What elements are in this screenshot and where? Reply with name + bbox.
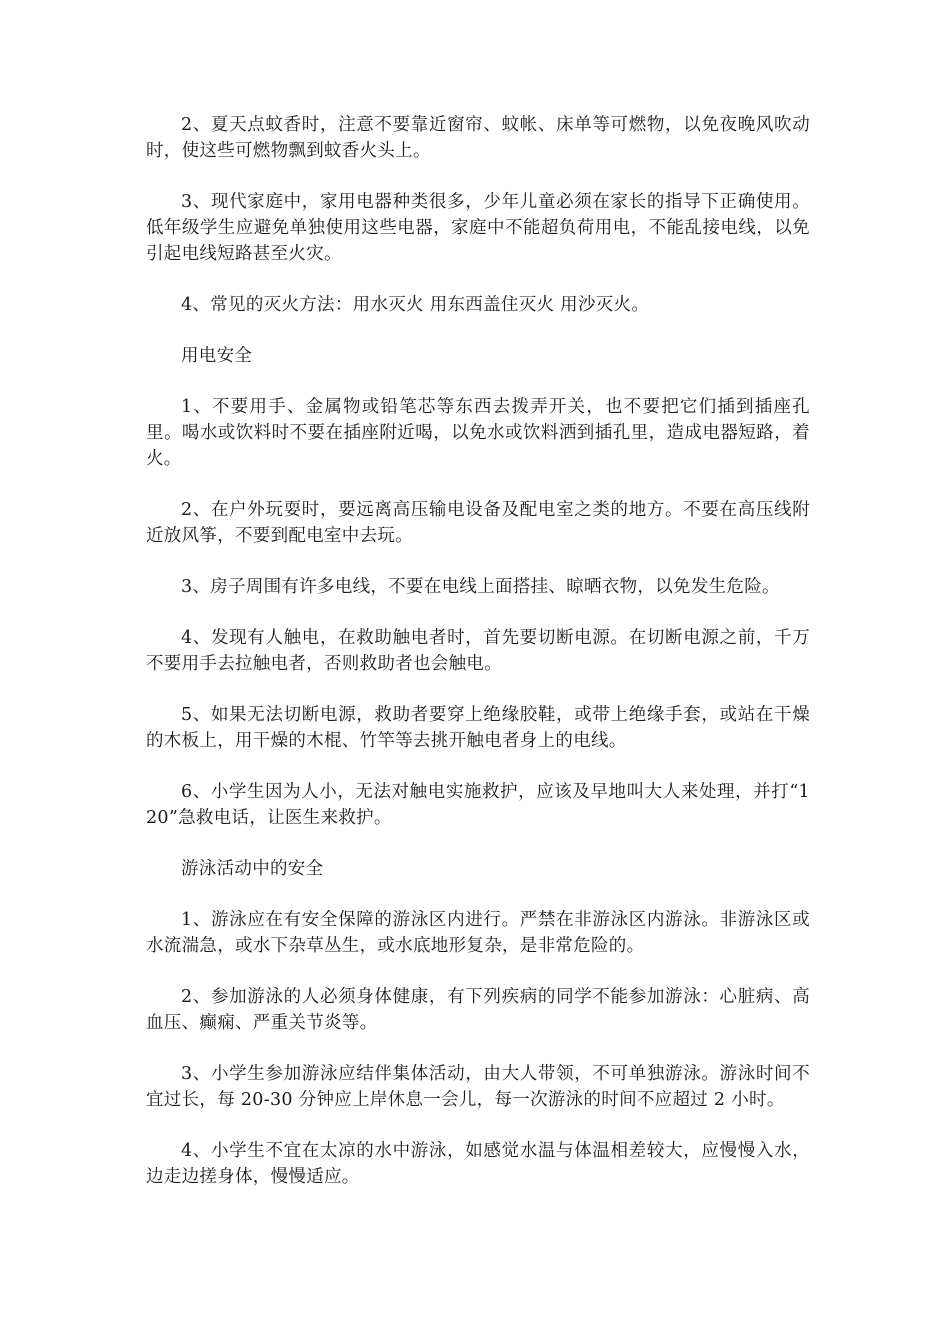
- section-heading-swimming-safety: 游泳活动中的安全: [181, 859, 324, 879]
- paragraph-electrical-1: 1、不要用手、金属物或铅笔芯等东西去拨弄开关，也不要把它们插到插座孔里。喝水或饮料时不要在插座附近喝，以免水或饮料洒到插孔里，造成电器短路，着火。: [146, 397, 810, 469]
- paragraph-swimming-3: 3、小学生参加游泳应结伴集体活动，由大人带领，不可单独游泳。游泳时间不宜过长，每 20-30 分钟应上岸休息一会儿，每一次游泳的时间不应超过 2 小时。: [146, 1064, 810, 1110]
- paragraph-swimming-1: 1、游泳应在有安全保障的游泳区内进行。严禁在非游泳区内游泳。非游泳区或水流湍急，或水下杂草丛生，或水底地形复杂，是非常危险的。: [146, 910, 810, 956]
- paragraph-fire-extinguishing-methods: 4、常见的灭火方法：用水灭火 用东西盖住灭火 用沙灭火。: [181, 295, 650, 315]
- paragraph-electrical-2: 2、在户外玩耍时，要远离高压输电设备及配电室之类的地方。不要在高压线附近放风筝，不要到配电室中去玩。: [146, 500, 810, 546]
- paragraph-electrical-4: 4、发现有人触电，在救助触电者时，首先要切断电源。在切断电源之前，千万不要用手去拉触电者，否则救助者也会触电。: [146, 628, 810, 674]
- paragraph-swimming-2: 2、参加游泳的人必须身体健康，有下列疾病的同学不能参加游泳：心脏病、高血压、癫痫、严重关节炎等。: [146, 987, 810, 1033]
- paragraph-electrical-6: 6、小学生因为人小，无法对触电实施救护，应该及早地叫大人来处理，并打“120”急救电话，让医生来救护。: [146, 782, 810, 828]
- paragraph-electrical-5: 5、如果无法切断电源，救助者要穿上绝缘胶鞋，或带上绝缘手套，或站在干燥的木板上，用干燥的木棍、竹竿等去挑开触电者身上的电线。: [146, 705, 810, 751]
- document-page: [146, 112, 810, 1215]
- paragraph-swimming-4: 4、小学生不宜在太凉的水中游泳，如感觉水温与体温相差较大，应慢慢入水，边走边搓身体，慢慢适应。: [146, 1141, 810, 1187]
- section-heading-electrical-safety: 用电安全: [181, 346, 253, 366]
- paragraph-home-appliances: 3、现代家庭中，家用电器种类很多，少年儿童必须在家长的指导下正确使用。低年级学生应避免单独使用这些电器，家庭中不能超负荷用电，不能乱接电线，以免引起电线短路甚至火灾。: [146, 192, 810, 264]
- paragraph-electrical-3: 3、房子周围有许多电线，不要在电线上面搭挂、晾晒衣物，以免发生危险。: [181, 577, 780, 597]
- paragraph-mosquito-coil: 2、夏天点蚊香时，注意不要靠近窗帘、蚊帐、床单等可燃物，以免夜晚风吹动时，使这些可燃物飘到蚊香火头上。: [146, 115, 810, 161]
